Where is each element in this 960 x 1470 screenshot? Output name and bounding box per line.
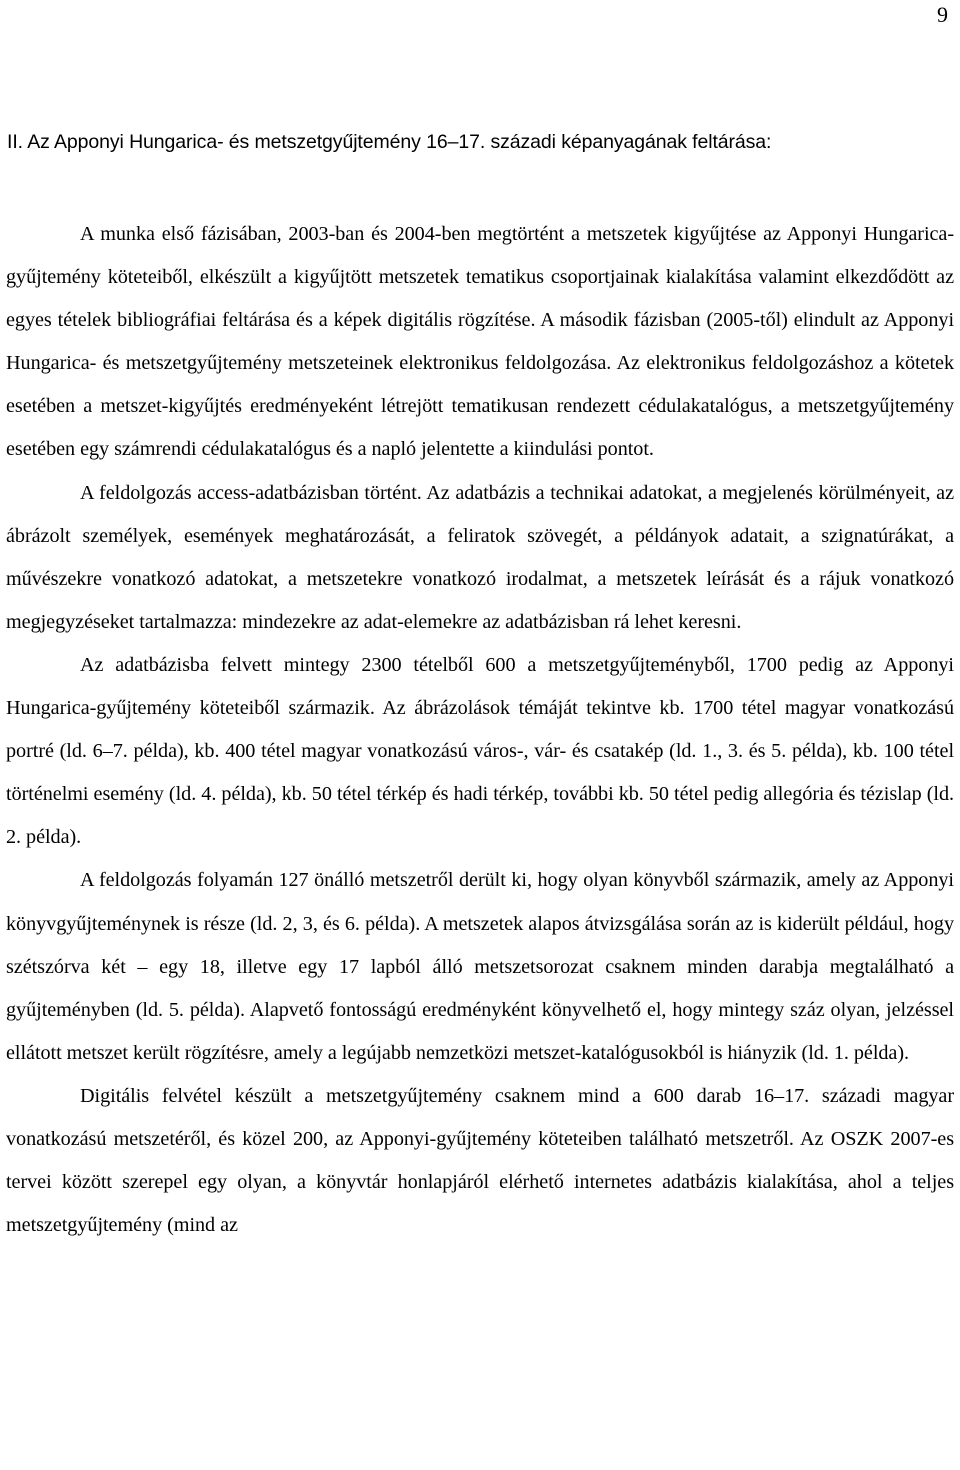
- paragraph-1: A munka első fázisában, 2003-ban és 2004-ben megtörtént a metszetek kigyűjtése az Apponyi Hungarica-gyűjtemény köteteiből, elkészült a kigyűjtött metszetek tematikus csoportjainak kialakítása valamint elkezdődött az egyes tételek bibliográfiai feltárása és a képek digitális rögzítése. A második fázisban (2005-től) elindult az Apponyi Hungarica- és metszetgyűjtemény metszeteinek elektronikus feldolgozása. Az elektronikus feldolgozáshoz a kötetek esetében a metszet-kigyűjtés eredményeként létrejött tematikusan rendezett cédulakatalógus, a metszetgyűjtemény esetében egy számrendi cédulakatalógus és a napló jelentette a kiindulási pontot.: [6, 223, 954, 461]
- paragraph-5: Digitális felvétel készült a metszetgyűjtemény csaknem mind a 600 darab 16–17. századi magyar vonatkozású metszetéről, és közel 200, az Apponyi-gyűjtemény köteteiben található metszetről. Az OSZK 2007-es tervei között szerepel egy olyan, a könyvtár honlapjáról elérhető internetes adatbázis kialakítása, ahol a teljes metszetgyűjtemény (mind az: [6, 1084, 954, 1237]
- paragraph-4: A feldolgozás folyamán 127 önálló metszetről derült ki, hogy olyan könyvből származik, amely az Apponyi könyvgyűjteménynek is része (ld. 2, 3, és 6. példa). A metszetek alapos átvizsgálása során az is kiderült például, hogy szétszórva két – egy 18, illetve egy 17 lapból álló metszetsorozat csaknem minden darabja megtalálható a gyűjteményben (ld. 5. példa). Alapvető fontosságú eredményként könyvelhető el, hogy mintegy száz olyan, jelzéssel ellátott metszet került rögzítésre, amely a legújabb nemzetközi metszet-katalógusokból is hiányzik (ld. 1. példa).: [6, 869, 954, 1064]
- paragraph-2: A feldolgozás access-adatbázisban történt. Az adatbázis a technikai adatokat, a megjelenés körülményeit, az ábrázolt személyek, események meghatározását, a feliratok szövegét, a példányok adatait, a szignatúrákat, a művészekre vonatkozó adatokat, a metszetekre vonatkozó irodalmat, a metszetek leírását és a rájuk vonatkozó megjegyzéseket tartalmazza: mindezekre az adat-elemekre az adatbázisban rá lehet keresni.: [6, 481, 954, 633]
- section-heading: II. Az Apponyi Hungarica- és metszetgyűjtemény 16–17. századi képanyagának feltárása:: [7, 131, 772, 153]
- body-text: [6, 213, 954, 1247]
- paragraph-3: Az adatbázisba felvett mintegy 2300 tételből 600 a metszetgyűjteményből, 1700 pedig az Apponyi Hungarica-gyűjtemény köteteiből származik. Az ábrázolások témáját tekintve kb. 1700 tétel magyar vonatkozású portré (ld. 6–7. példa), kb. 400 tétel magyar vonatkozású város-, vár- és csatakép (ld. 1., 3. és 5. példa), kb. 100 tétel történelmi esemény (ld. 4. példa), kb. 50 tétel térkép és hadi térkép, további kb. 50 tétel pedig allegória és tézislap (ld. 2. példa).: [6, 653, 954, 849]
- page-number: 9: [937, 2, 948, 27]
